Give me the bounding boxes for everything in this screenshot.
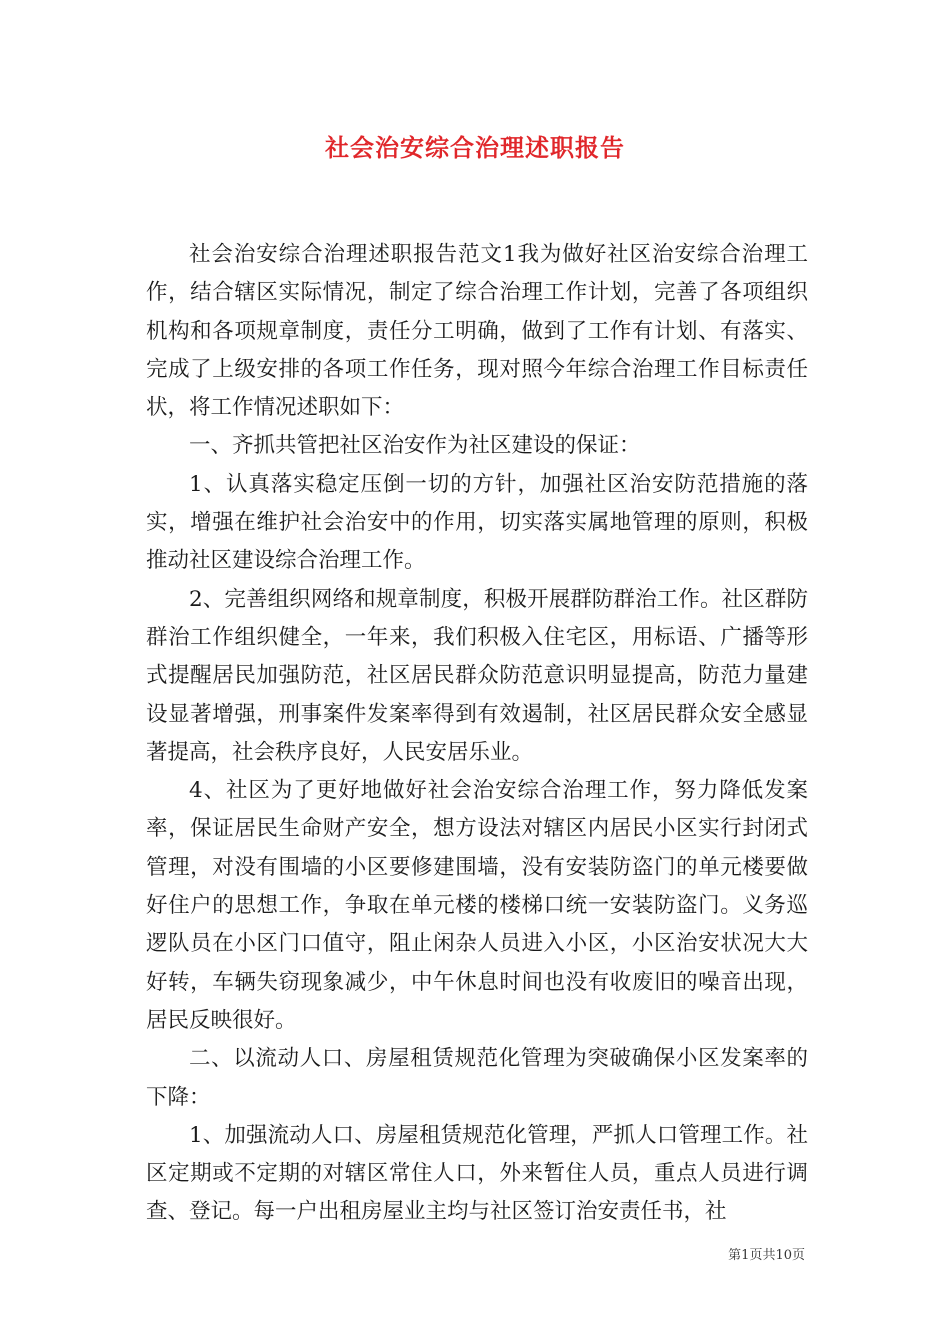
paragraph-item-4: 4、社区为了更好地做好社会治安综合治理工作，努力降低发案率，保证居民生命财产安全，想方设法对辖区内居民小区实行封闭式管理，对没有围墙的小区要修建围墙，没有安装防盗门的单元楼要做好住户的思想工作，争取在单元楼的楼梯口统一安装防盗门。义务巡逻队员在小区门口值守，阻止闲杂人员进入小区，小区治安状况大大好转，车辆失窃现象减少，中午休息时间也没有收废旧的噪音出现，居民反映很好。 — [146, 778, 808, 1033]
paragraph-section-1-heading: 一、齐抓共管把社区治安作为社区建设的保证： — [189, 433, 641, 459]
document-body — [146, 236, 808, 1232]
paragraph-section-2-item-1: 1、加强流动人口、房屋租赁规范化管理，严抓人口管理工作。社区定期或不定期的对辖区常住人口，外来暂住人员，重点人员进行调查、登记。每一户出租房屋业主均与社区签订治安责任书，社 — [146, 1122, 808, 1225]
paragraph-section-2-heading: 二、以流动人口、房屋租赁规范化管理为突破确保小区发案率的下降： — [146, 1046, 808, 1110]
paragraph-item-1: 1、认真落实稳定压倒一切的方针，加强社区治安防范措施的落实，增强在维护社会治安中的作用，切实落实属地管理的原则，积极推动社区建设综合治理工作。 — [146, 471, 808, 574]
page-number-footer: 第1页共10页 — [728, 1248, 805, 1263]
document-title: 社会治安综合治理述职报告 — [325, 133, 625, 162]
paragraph-item-2: 2、完善组织网络和规章制度，积极开展群防群治工作。社区群防群治工作组织健全，一年来，我们积极入住宅区，用标语、广播等形式提醒居民加强防范，社区居民群众防范意识明显提高，防范力量建设显著增强，刑事案件发案率得到有效遏制，社区居民群众安全感显著提高，社会秩序良好，人民安居乐业。 — [146, 586, 808, 765]
paragraph-intro: 社会治安综合治理述职报告范文1我为做好社区治安综合治理工作，结合辖区实际情况，制定了综合治理工作计划，完善了各项组织机构和各项规章制度，责任分工明确，做到了工作有计划、有落实、完成了上级安排的各项工作任务，现对照今年综合治理工作目标责任状，将工作情况述职如下： — [146, 242, 808, 421]
